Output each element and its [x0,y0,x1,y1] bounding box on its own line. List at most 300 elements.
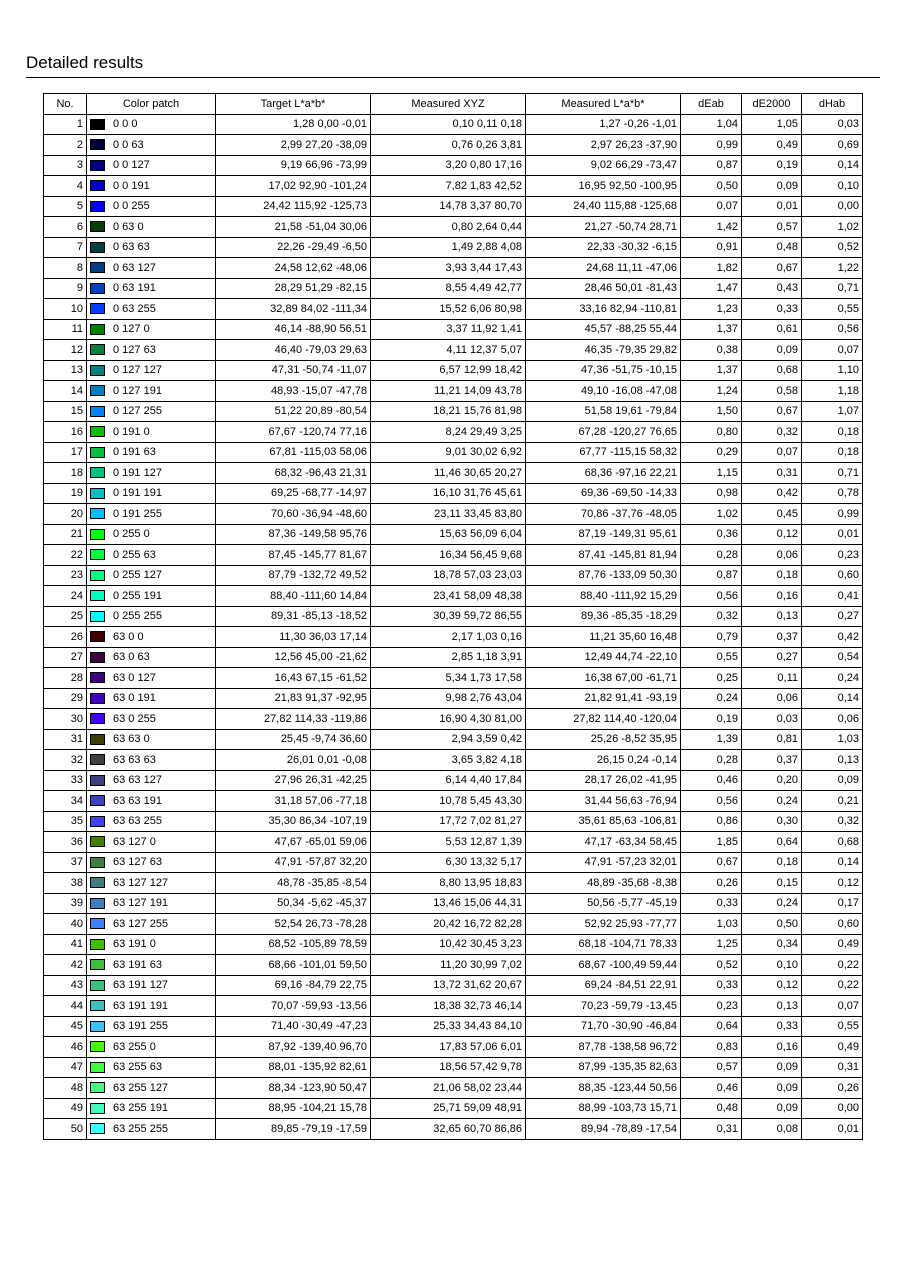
cell-color-patch [87,114,216,135]
cell-deab: 1,24 [681,381,742,402]
color-swatch [90,631,105,642]
cell-deab: 1,03 [681,914,742,935]
table-row [44,668,863,689]
cell-target-lab: 46,14 -88,90 56,51 [216,319,371,340]
table-row [44,1037,863,1058]
cell-measured-xyz: 7,82 1,83 42,52 [371,176,526,197]
table-row [44,155,863,176]
color-patch-label: 0 63 255 [113,302,156,315]
cell-color-patch [87,217,216,238]
cell-no: 46 [44,1037,87,1058]
cell-color-patch [87,381,216,402]
cell-target-lab: 27,96 26,31 -42,25 [216,770,371,791]
cell-target-lab: 24,42 115,92 -125,73 [216,196,371,217]
cell-deab: 0,25 [681,668,742,689]
cell-measured-xyz: 17,83 57,06 6,01 [371,1037,526,1058]
cell-target-lab: 32,89 84,02 -111,34 [216,299,371,320]
cell-de2000: 1,05 [742,114,802,135]
cell-color-patch [87,319,216,340]
color-swatch [90,488,105,499]
cell-dhab: 0,14 [802,688,863,709]
cell-dhab: 0,10 [802,176,863,197]
cell-de2000: 0,33 [742,299,802,320]
cell-color-patch [87,442,216,463]
cell-color-patch [87,832,216,853]
table-row [44,217,863,238]
cell-no: 25 [44,606,87,627]
color-swatch [90,221,105,232]
table-row [44,647,863,668]
cell-no: 9 [44,278,87,299]
cell-no: 48 [44,1078,87,1099]
color-patch-label: 63 63 127 [113,774,162,787]
table-row [44,176,863,197]
color-patch-label: 63 0 127 [113,671,156,684]
header-measured-lab: Measured L*a*b* [526,94,681,115]
table-row [44,1119,863,1140]
table-row [44,319,863,340]
table-row [44,688,863,709]
cell-color-patch [87,750,216,771]
cell-de2000: 0,68 [742,360,802,381]
table-row [44,196,863,217]
cell-measured-lab: 69,24 -84,51 22,91 [526,975,681,996]
cell-measured-lab: 87,41 -145,81 81,94 [526,545,681,566]
cell-no: 19 [44,483,87,504]
color-swatch [90,160,105,171]
color-swatch [90,734,105,745]
cell-target-lab: 21,58 -51,04 30,06 [216,217,371,238]
cell-target-lab: 87,36 -149,58 95,76 [216,524,371,545]
cell-dhab: 0,00 [802,1098,863,1119]
color-patch-label: 0 255 255 [113,610,162,623]
cell-de2000: 0,16 [742,1037,802,1058]
cell-dhab: 0,49 [802,1037,863,1058]
color-patch-label: 0 63 127 [113,261,156,274]
table-row [44,135,863,156]
cell-color-patch [87,791,216,812]
color-patch-label: 0 191 0 [113,425,150,438]
cell-measured-xyz: 4,11 12,37 5,07 [371,340,526,361]
cell-dhab: 0,55 [802,299,863,320]
cell-color-patch [87,627,216,648]
color-patch-label: 63 255 0 [113,1040,156,1053]
table-body [44,114,863,1139]
header-no: No. [44,94,87,115]
table-row [44,873,863,894]
color-patch-label: 0 191 127 [113,466,162,479]
cell-measured-xyz: 2,17 1,03 0,16 [371,627,526,648]
color-patch-label: 0 255 127 [113,569,162,582]
color-patch-label: 0 255 191 [113,589,162,602]
cell-measured-xyz: 15,52 6,06 80,98 [371,299,526,320]
cell-dhab: 0,49 [802,934,863,955]
cell-target-lab: 68,66 -101,01 59,50 [216,955,371,976]
cell-no: 40 [44,914,87,935]
cell-measured-lab: 24,40 115,88 -125,68 [526,196,681,217]
cell-de2000: 0,64 [742,832,802,853]
cell-deab: 1,39 [681,729,742,750]
cell-measured-xyz: 30,39 59,72 86,55 [371,606,526,627]
cell-measured-lab: 71,70 -30,90 -46,84 [526,1016,681,1037]
table-row [44,586,863,607]
color-swatch [90,795,105,806]
cell-measured-xyz: 10,42 30,45 3,23 [371,934,526,955]
color-patch-label: 0 127 191 [113,384,162,397]
header-color-patch: Color patch [87,94,216,115]
cell-no: 32 [44,750,87,771]
cell-measured-lab: 2,97 26,23 -37,90 [526,135,681,156]
cell-deab: 0,28 [681,750,742,771]
cell-color-patch [87,196,216,217]
cell-no: 43 [44,975,87,996]
cell-measured-xyz: 8,24 29,49 3,25 [371,422,526,443]
cell-no: 12 [44,340,87,361]
cell-measured-xyz: 25,33 34,43 84,10 [371,1016,526,1037]
cell-de2000: 0,50 [742,914,802,935]
table-row [44,627,863,648]
color-swatch [90,529,105,540]
cell-de2000: 0,13 [742,996,802,1017]
page-title: Detailed results [26,53,144,72]
cell-deab: 0,50 [681,176,742,197]
cell-measured-lab: 21,82 91,41 -93,19 [526,688,681,709]
cell-measured-lab: 1,27 -0,26 -1,01 [526,114,681,135]
cell-no: 41 [44,934,87,955]
cell-deab: 1,02 [681,504,742,525]
color-patch-label: 0 63 191 [113,282,156,295]
cell-target-lab: 69,16 -84,79 22,75 [216,975,371,996]
cell-color-patch [87,668,216,689]
color-swatch [90,775,105,786]
cell-measured-lab: 88,99 -103,73 15,71 [526,1098,681,1119]
color-swatch [90,836,105,847]
cell-target-lab: 87,79 -132,72 49,52 [216,565,371,586]
cell-color-patch [87,1119,216,1140]
cell-measured-lab: 33,16 82,94 -110,81 [526,299,681,320]
cell-color-patch [87,709,216,730]
table-row [44,1057,863,1078]
cell-measured-lab: 49,10 -16,08 -47,08 [526,381,681,402]
cell-target-lab: 31,18 57,06 -77,18 [216,791,371,812]
cell-target-lab: 9,19 66,96 -73,99 [216,155,371,176]
cell-measured-lab: 88,40 -111,92 15,29 [526,586,681,607]
color-patch-label: 63 255 191 [113,1102,169,1115]
cell-dhab: 0,01 [802,524,863,545]
color-swatch [90,139,105,150]
cell-de2000: 0,67 [742,401,802,422]
cell-de2000: 0,19 [742,155,802,176]
color-swatch [90,980,105,991]
cell-dhab: 0,22 [802,975,863,996]
cell-target-lab: 47,31 -50,74 -11,07 [216,360,371,381]
cell-target-lab: 21,83 91,37 -92,95 [216,688,371,709]
cell-deab: 0,07 [681,196,742,217]
cell-no: 42 [44,955,87,976]
cell-deab: 1,37 [681,360,742,381]
color-swatch [90,857,105,868]
color-swatch [90,426,105,437]
cell-no: 3 [44,155,87,176]
color-swatch [90,754,105,765]
cell-measured-lab: 51,58 19,61 -79,84 [526,401,681,422]
cell-dhab: 0,99 [802,504,863,525]
table-row [44,893,863,914]
cell-measured-xyz: 15,63 56,09 6,04 [371,524,526,545]
cell-measured-xyz: 9,01 30,02 6,92 [371,442,526,463]
cell-measured-xyz: 16,34 56,45 9,68 [371,545,526,566]
cell-measured-xyz: 2,85 1,18 3,91 [371,647,526,668]
cell-target-lab: 22,26 -29,49 -6,50 [216,237,371,258]
color-patch-label: 63 191 191 [113,999,169,1012]
cell-measured-xyz: 32,65 60,70 86,86 [371,1119,526,1140]
color-swatch [90,611,105,622]
cell-measured-lab: 26,15 0,24 -0,14 [526,750,681,771]
cell-color-patch [87,565,216,586]
cell-target-lab: 48,93 -15,07 -47,78 [216,381,371,402]
cell-de2000: 0,06 [742,545,802,566]
cell-de2000: 0,32 [742,422,802,443]
cell-no: 18 [44,463,87,484]
cell-target-lab: 87,45 -145,77 81,67 [216,545,371,566]
cell-measured-lab: 88,35 -123,44 50,56 [526,1078,681,1099]
color-swatch [90,242,105,253]
cell-target-lab: 1,28 0,00 -0,01 [216,114,371,135]
cell-de2000: 0,03 [742,709,802,730]
cell-dhab: 1,18 [802,381,863,402]
table-row [44,442,863,463]
cell-color-patch [87,1016,216,1037]
cell-target-lab: 27,82 114,33 -119,86 [216,709,371,730]
color-patch-label: 63 63 191 [113,794,162,807]
cell-measured-xyz: 18,38 32,73 46,14 [371,996,526,1017]
color-swatch [90,672,105,683]
header-target-lab: Target L*a*b* [216,94,371,115]
cell-target-lab: 17,02 92,90 -101,24 [216,176,371,197]
cell-target-lab: 12,56 45,00 -21,62 [216,647,371,668]
cell-measured-xyz: 18,78 57,03 23,03 [371,565,526,586]
cell-no: 45 [44,1016,87,1037]
cell-dhab: 1,03 [802,729,863,750]
cell-dhab: 0,32 [802,811,863,832]
color-swatch [90,877,105,888]
table-row [44,504,863,525]
color-swatch [90,652,105,663]
cell-deab: 0,98 [681,483,742,504]
color-swatch [90,959,105,970]
cell-de2000: 0,33 [742,1016,802,1037]
cell-color-patch [87,278,216,299]
cell-target-lab: 88,40 -111,60 14,84 [216,586,371,607]
color-patch-label: 0 191 255 [113,507,162,520]
cell-dhab: 0,23 [802,545,863,566]
cell-dhab: 0,68 [802,832,863,853]
cell-deab: 0,29 [681,442,742,463]
cell-measured-xyz: 6,57 12,99 18,42 [371,360,526,381]
table-row [44,381,863,402]
color-patch-label: 0 191 191 [113,487,162,500]
cell-de2000: 0,09 [742,1098,802,1119]
cell-measured-xyz: 25,71 59,09 48,91 [371,1098,526,1119]
cell-measured-lab: 70,23 -59,79 -13,45 [526,996,681,1017]
cell-measured-xyz: 20,42 16,72 82,28 [371,914,526,935]
header-measured-xyz: Measured XYZ [371,94,526,115]
cell-deab: 0,19 [681,709,742,730]
cell-no: 50 [44,1119,87,1140]
cell-measured-xyz: 13,72 31,62 20,67 [371,975,526,996]
cell-deab: 1,15 [681,463,742,484]
cell-measured-lab: 9,02 66,29 -73,47 [526,155,681,176]
cell-color-patch [87,914,216,935]
cell-measured-lab: 35,61 85,63 -106,81 [526,811,681,832]
cell-deab: 0,87 [681,155,742,176]
cell-no: 38 [44,873,87,894]
table-row [44,463,863,484]
cell-de2000: 0,07 [742,442,802,463]
cell-dhab: 0,71 [802,278,863,299]
color-swatch [90,939,105,950]
cell-no: 34 [44,791,87,812]
color-patch-label: 0 0 191 [113,179,150,192]
color-patch-label: 63 127 127 [113,876,169,889]
cell-target-lab: 51,22 20,89 -80,54 [216,401,371,422]
cell-color-patch [87,770,216,791]
cell-measured-xyz: 23,41 58,09 48,38 [371,586,526,607]
cell-deab: 0,28 [681,545,742,566]
cell-no: 6 [44,217,87,238]
cell-measured-lab: 21,27 -50,74 28,71 [526,217,681,238]
cell-measured-xyz: 3,65 3,82 4,18 [371,750,526,771]
cell-color-patch [87,647,216,668]
cell-measured-lab: 45,57 -88,25 55,44 [526,319,681,340]
cell-measured-xyz: 18,21 15,76 81,98 [371,401,526,422]
color-patch-label: 0 63 63 [113,241,150,254]
cell-color-patch [87,545,216,566]
color-swatch [90,344,105,355]
cell-no: 33 [44,770,87,791]
cell-deab: 0,99 [681,135,742,156]
cell-dhab: 0,26 [802,1078,863,1099]
table-row [44,934,863,955]
cell-de2000: 0,13 [742,606,802,627]
table-row [44,791,863,812]
table-row [44,729,863,750]
cell-no: 4 [44,176,87,197]
cell-measured-xyz: 21,06 58,02 23,44 [371,1078,526,1099]
cell-dhab: 0,22 [802,955,863,976]
color-swatch [90,549,105,560]
cell-measured-lab: 87,76 -133,09 50,30 [526,565,681,586]
cell-de2000: 0,30 [742,811,802,832]
cell-no: 31 [44,729,87,750]
cell-deab: 1,23 [681,299,742,320]
cell-color-patch [87,996,216,1017]
cell-no: 14 [44,381,87,402]
cell-measured-xyz: 9,98 2,76 43,04 [371,688,526,709]
cell-target-lab: 89,85 -79,19 -17,59 [216,1119,371,1140]
cell-dhab: 0,07 [802,996,863,1017]
cell-dhab: 0,54 [802,647,863,668]
table-row [44,750,863,771]
cell-measured-lab: 48,89 -35,68 -8,38 [526,873,681,894]
cell-dhab: 0,56 [802,319,863,340]
cell-target-lab: 67,81 -115,03 58,06 [216,442,371,463]
table-row [44,832,863,853]
cell-target-lab: 71,40 -30,49 -47,23 [216,1016,371,1037]
cell-no: 16 [44,422,87,443]
color-patch-label: 63 255 63 [113,1061,162,1074]
cell-de2000: 0,12 [742,524,802,545]
color-patch-label: 63 255 255 [113,1122,169,1135]
cell-target-lab: 46,40 -79,03 29,63 [216,340,371,361]
color-swatch [90,1000,105,1011]
cell-color-patch [87,975,216,996]
color-patch-label: 0 127 0 [113,323,150,336]
color-swatch [90,467,105,478]
cell-dhab: 0,31 [802,1057,863,1078]
cell-target-lab: 68,52 -105,89 78,59 [216,934,371,955]
cell-dhab: 0,12 [802,873,863,894]
cell-de2000: 0,24 [742,893,802,914]
cell-no: 8 [44,258,87,279]
cell-deab: 0,33 [681,975,742,996]
cell-de2000: 0,20 [742,770,802,791]
table-row [44,1078,863,1099]
color-patch-label: 63 63 0 [113,733,150,746]
cell-deab: 0,79 [681,627,742,648]
cell-de2000: 0,12 [742,975,802,996]
cell-deab: 0,38 [681,340,742,361]
table-row [44,278,863,299]
cell-measured-lab: 25,26 -8,52 35,95 [526,729,681,750]
cell-measured-lab: 16,38 67,00 -61,71 [526,668,681,689]
cell-deab: 0,55 [681,647,742,668]
cell-de2000: 0,42 [742,483,802,504]
cell-measured-xyz: 0,10 0,11 0,18 [371,114,526,135]
cell-color-patch [87,955,216,976]
cell-dhab: 0,17 [802,893,863,914]
cell-measured-lab: 87,78 -138,58 96,72 [526,1037,681,1058]
cell-measured-lab: 52,92 25,93 -77,77 [526,914,681,935]
cell-deab: 1,50 [681,401,742,422]
color-swatch [90,262,105,273]
cell-deab: 0,87 [681,565,742,586]
cell-measured-lab: 47,91 -57,23 32,01 [526,852,681,873]
cell-deab: 0,48 [681,1098,742,1119]
cell-no: 23 [44,565,87,586]
cell-measured-lab: 12,49 44,74 -22,10 [526,647,681,668]
color-patch-label: 63 127 63 [113,856,162,869]
cell-deab: 0,67 [681,852,742,873]
cell-color-patch [87,1078,216,1099]
color-swatch [90,693,105,704]
color-patch-label: 63 191 255 [113,1020,169,1033]
cell-dhab: 0,03 [802,114,863,135]
cell-de2000: 0,49 [742,135,802,156]
cell-measured-lab: 50,56 -5,77 -45,19 [526,893,681,914]
cell-dhab: 0,60 [802,914,863,935]
cell-measured-xyz: 3,20 0,80 17,16 [371,155,526,176]
table-row [44,811,863,832]
color-patch-label: 0 0 0 [113,118,138,131]
cell-target-lab: 88,34 -123,90 50,47 [216,1078,371,1099]
cell-measured-lab: 70,86 -37,76 -48,05 [526,504,681,525]
cell-no: 21 [44,524,87,545]
color-swatch [90,119,105,130]
cell-measured-xyz: 6,30 13,32 5,17 [371,852,526,873]
cell-color-patch [87,155,216,176]
cell-color-patch [87,852,216,873]
